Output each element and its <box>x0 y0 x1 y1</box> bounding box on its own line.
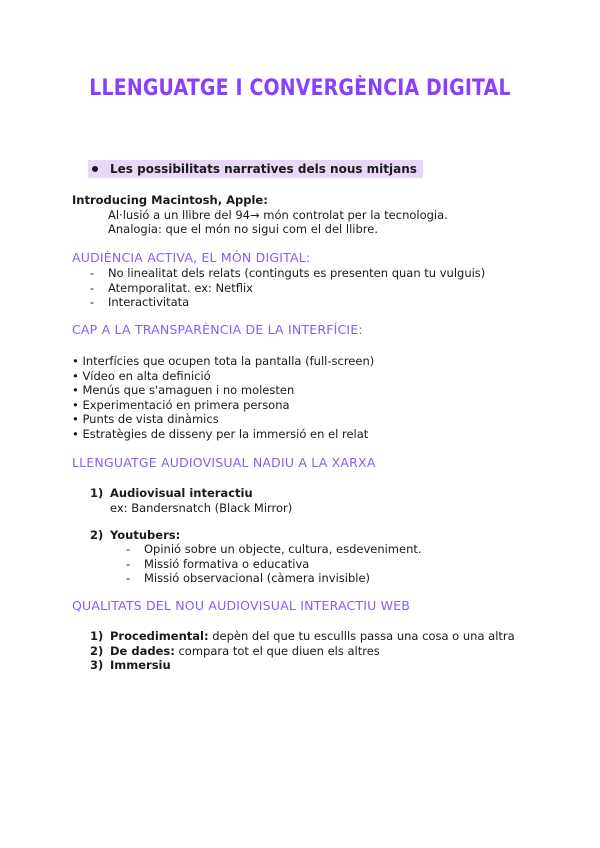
transparencia-list <box>72 354 374 441</box>
section-heading-audiencia: AUDIÈNCIA ACTIVA, EL MÓN DIGITAL: <box>72 250 311 265</box>
list-item: - Opinió sobre un objecte, cultura, esdeveniment. <box>126 542 422 556</box>
youtubers-sublist <box>126 542 422 586</box>
item-label: Audiovisual interactiu <box>110 486 253 500</box>
list-item: • Experimentació en primera persona <box>72 397 290 412</box>
list-item: • Punts de vista dinàmics <box>72 412 219 426</box>
youtubers-item <box>90 528 180 543</box>
highlighted-bullet <box>88 160 423 178</box>
section-heading-llenguatge: LLENGUATGE AUDIOVISUAL NADIU A LA XARXA <box>72 455 376 470</box>
section-heading-qualitats: QUALITATS DEL NOU AUDIOVISUAL INTERACTIU WEB <box>72 598 411 613</box>
audiovisual-item <box>90 486 292 515</box>
list-item: • Menús que s'amaguen i no molesten <box>72 383 295 397</box>
item-detail: ex: Bandersnatch (Black Mirror) <box>110 500 293 515</box>
item-number: 1) <box>90 486 104 500</box>
audiencia-list <box>90 266 485 310</box>
section-heading-transparencia: CAP A LA TRANSPARÈNCIA DE LA INTERFÍCIE: <box>72 322 363 337</box>
item-number: 2) <box>90 528 104 542</box>
list-item: 2) De dades: compara tot el que diuen els altres <box>90 643 380 658</box>
list-item: 1) Procedimental: depèn del que tu escullls passa una cosa o una altra <box>90 629 515 643</box>
list-item: - No linealitat dels relats (continguts es presenten quan tu vulguis) <box>90 266 486 280</box>
intro-line: Analogia: que el món no sigui com el del llibre. <box>108 222 378 236</box>
list-item: • Interfícies que ocupen tota la pantalla (full-screen) <box>72 354 375 368</box>
intro-block <box>72 193 448 237</box>
item-label: Youtubers: <box>110 528 181 542</box>
qualitats-list <box>90 629 515 673</box>
list-item: - Missió observacional (càmera invisible) <box>126 571 371 585</box>
page-title: LLENGUATGE I CONVERGÈNCIA DIGITAL <box>89 76 511 101</box>
list-item: - Atemporalitat. ex: Netflix <box>90 280 253 295</box>
list-item: 3) Immersiu <box>90 658 171 672</box>
list-item: • Vídeo en alta definició <box>72 368 211 383</box>
intro-heading: Introducing Macintosh, Apple: <box>72 193 268 207</box>
bullet-icon <box>92 166 98 172</box>
intro-line: Al·lusió a un llibre del 94→ món controlat per la tecnologia. <box>108 207 448 222</box>
list-item: - Interactivitata <box>90 295 190 309</box>
highlighted-bullet-text: Les possibilitats narratives dels nous mitjans <box>110 162 417 176</box>
list-item: - Missió formativa o educativa <box>126 556 310 571</box>
list-item: • Estratègies de disseny per la immersió en el relat <box>72 426 369 441</box>
